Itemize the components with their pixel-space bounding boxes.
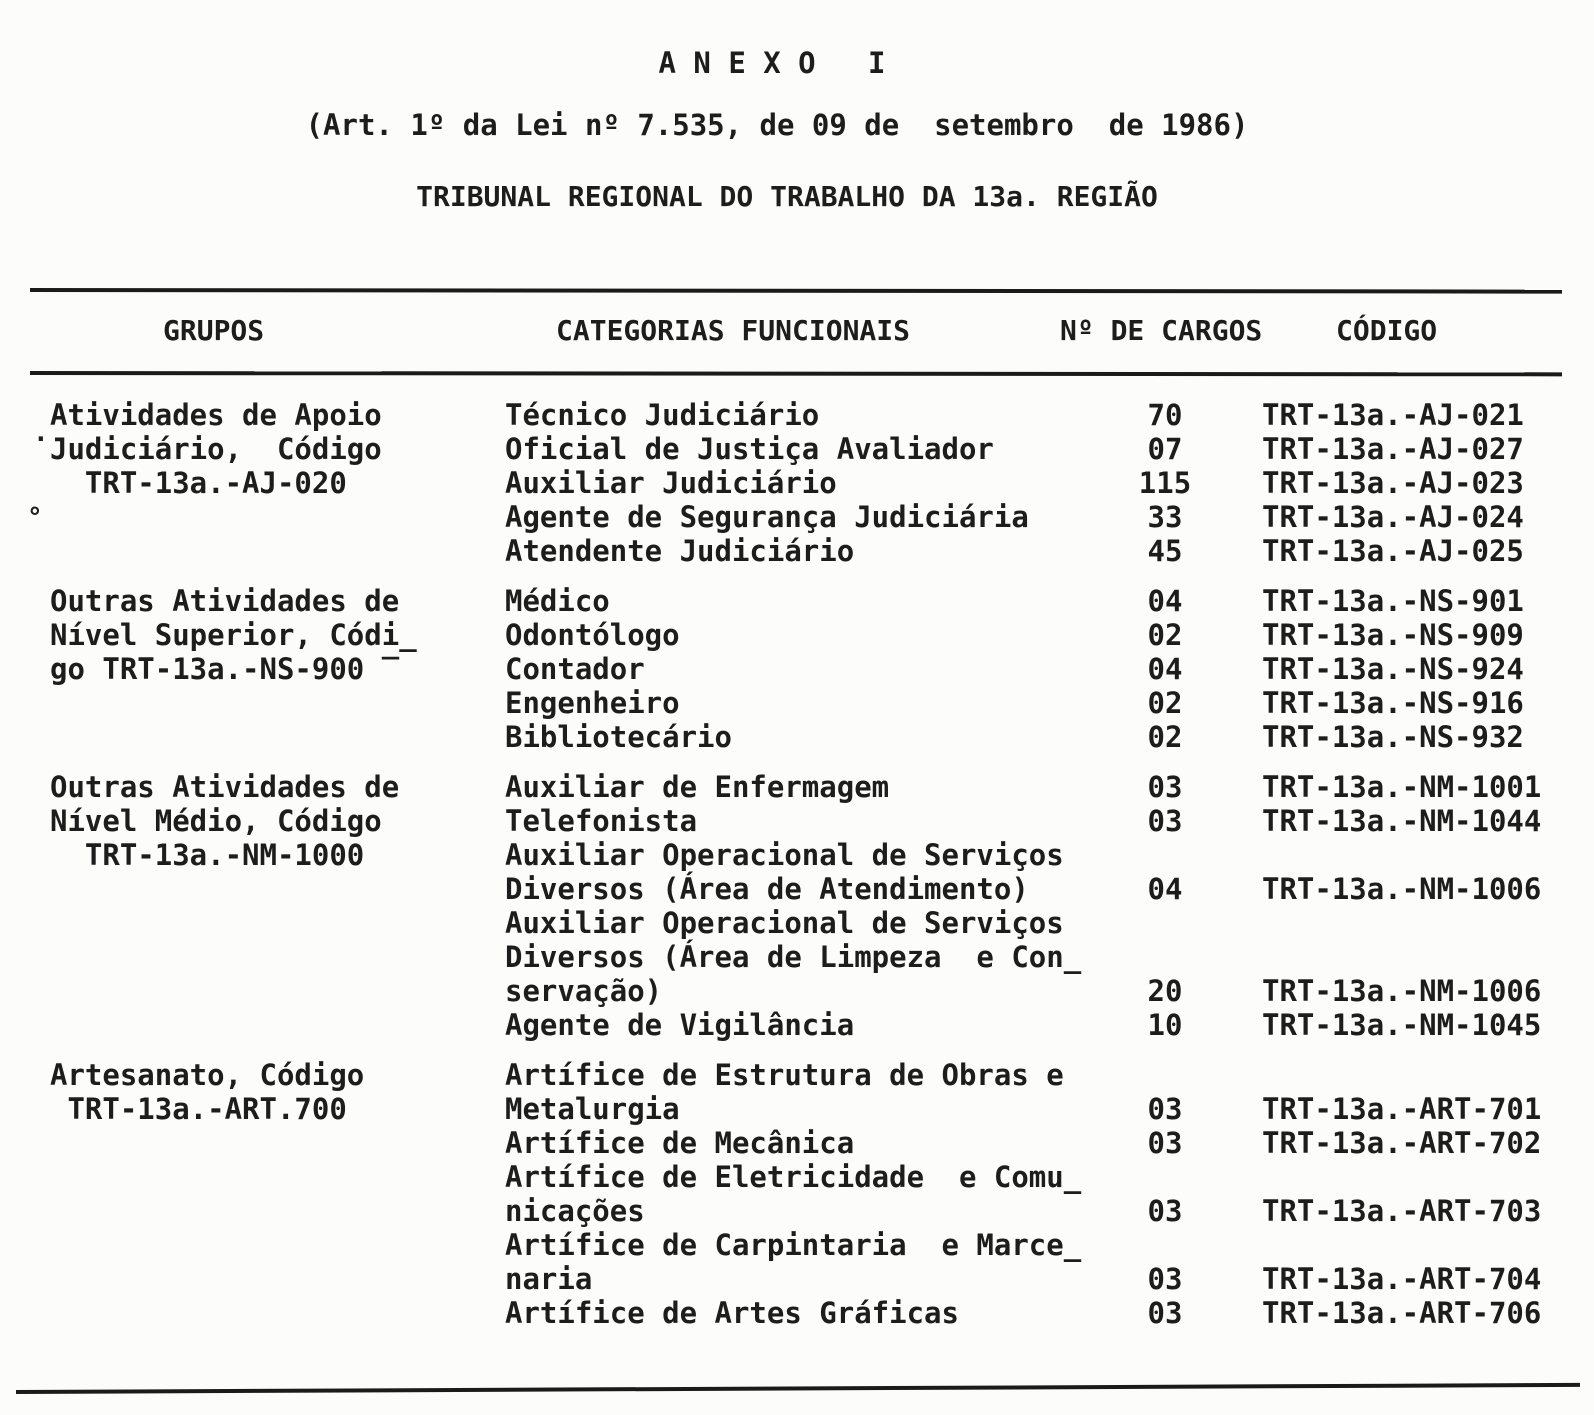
category-row bbox=[505, 770, 1594, 804]
category-name-line: Metalurgia bbox=[505, 1092, 680, 1126]
category-name-line: Artífice de Eletricidade e Comu̲ bbox=[505, 1160, 1082, 1194]
cargo-code: TRT-13a.-NM-1006 bbox=[1262, 872, 1542, 906]
group-rows bbox=[505, 770, 1594, 1042]
group-name-line: Outras Atividades de bbox=[50, 584, 400, 618]
column-header-grupos: GRUPOS bbox=[163, 314, 265, 347]
scan-artifact-mark: . bbox=[33, 418, 49, 448]
cargo-count: 03 bbox=[1147, 1194, 1183, 1228]
cargo-code: TRT-13a.-NM-1001 bbox=[1262, 770, 1542, 804]
cargo-code: TRT-13a.-NS-924 bbox=[1262, 652, 1524, 686]
table-group bbox=[50, 584, 1594, 754]
category-name-line: nicações bbox=[505, 1194, 645, 1228]
column-header-categorias-funcionais: CATEGORIAS FUNCIONAIS bbox=[556, 314, 911, 347]
group-name bbox=[50, 1058, 505, 1330]
cargo-count: 02 bbox=[1147, 686, 1183, 720]
category-name bbox=[505, 1160, 1115, 1228]
cargo-count: 04 bbox=[1147, 584, 1183, 618]
category-name-line: Auxiliar Operacional de Serviços bbox=[505, 906, 1064, 940]
group-name-line: go TRT-13a.-NS-900 ‾ bbox=[50, 652, 400, 686]
group-name-line: Nível Médio, Código bbox=[50, 804, 382, 838]
cargo-count: 70 bbox=[1147, 398, 1183, 432]
category-name bbox=[505, 906, 1115, 1008]
group-rows bbox=[505, 584, 1594, 754]
category-name-line: Artífice de Artes Gráficas bbox=[505, 1296, 959, 1330]
category-row bbox=[505, 500, 1594, 534]
category-name-line: Artífice de Mecânica bbox=[505, 1126, 855, 1160]
cargo-code: TRT-13a.-ART-706 bbox=[1262, 1296, 1542, 1330]
category-name bbox=[505, 534, 1115, 568]
document-title: A N E X O I bbox=[658, 46, 886, 80]
group-name-line: TRT-13a.-ART.700 bbox=[50, 1092, 347, 1126]
document-subtitle: (Art. 1º da Lei nº 7.535, de 09 de setembro de 1986) bbox=[305, 108, 1249, 142]
cargo-code: TRT-13a.-NS-932 bbox=[1262, 720, 1524, 754]
cargo-code: TRT-13a.-ART-701 bbox=[1262, 1092, 1542, 1126]
group-name-line: Judiciário, Código bbox=[50, 432, 382, 466]
category-name bbox=[505, 804, 1115, 838]
category-name bbox=[505, 618, 1115, 652]
group-name-line: Outras Atividades de bbox=[50, 770, 400, 804]
group-name bbox=[50, 770, 505, 1042]
group-rows bbox=[505, 1058, 1594, 1330]
cargo-code: TRT-13a.-AJ-023 bbox=[1262, 466, 1524, 500]
category-row bbox=[505, 1296, 1594, 1330]
cargo-count: 115 bbox=[1138, 466, 1192, 500]
cargo-count: 07 bbox=[1147, 432, 1183, 466]
cargo-count: 03 bbox=[1147, 1126, 1183, 1160]
table-group bbox=[50, 1058, 1594, 1330]
group-name-line: Artesanato, Código bbox=[50, 1058, 365, 1092]
cargo-count: 04 bbox=[1147, 652, 1183, 686]
group-name bbox=[50, 584, 505, 754]
category-row bbox=[505, 534, 1594, 568]
scan-artifact-mark: ° bbox=[27, 503, 43, 533]
category-name bbox=[505, 770, 1115, 804]
cargo-code: TRT-13a.-ART-703 bbox=[1262, 1194, 1542, 1228]
cargo-count: 02 bbox=[1147, 618, 1183, 652]
group-rows bbox=[505, 398, 1594, 568]
category-row bbox=[505, 466, 1594, 500]
category-name bbox=[505, 584, 1115, 618]
category-name bbox=[505, 1228, 1115, 1296]
category-name-line: Engenheiro bbox=[505, 686, 680, 720]
category-name-line: Artífice de Estrutura de Obras e bbox=[505, 1058, 1064, 1092]
category-name-line: servação) bbox=[505, 974, 663, 1008]
category-name-line: Auxiliar de Enfermagem bbox=[505, 770, 890, 804]
category-name-line: Médico bbox=[505, 584, 610, 618]
table-header-rule bbox=[30, 371, 1562, 376]
category-name bbox=[505, 1008, 1115, 1042]
cargo-count: 02 bbox=[1147, 720, 1183, 754]
category-name-line: Agente de Segurança Judiciária bbox=[505, 500, 1029, 534]
table-group bbox=[50, 398, 1594, 568]
group-name-line: Atividades de Apoio bbox=[50, 398, 382, 432]
cargo-count: 03 bbox=[1147, 804, 1183, 838]
category-name bbox=[505, 838, 1115, 906]
cargo-count: 04 bbox=[1147, 872, 1183, 906]
category-name-line: naria bbox=[505, 1262, 593, 1296]
category-row bbox=[505, 804, 1594, 838]
table-top-rule bbox=[30, 288, 1562, 294]
cargo-code: TRT-13a.-ART-702 bbox=[1262, 1126, 1542, 1160]
cargo-code: TRT-13a.-AJ-027 bbox=[1262, 432, 1524, 466]
table-group bbox=[50, 770, 1594, 1042]
category-name bbox=[505, 398, 1115, 432]
category-name bbox=[505, 466, 1115, 500]
table-body bbox=[50, 398, 1594, 1330]
category-row bbox=[505, 838, 1594, 906]
category-name-line: Diversos (Área de Limpeza e Con̲ bbox=[505, 940, 1082, 974]
category-row bbox=[505, 1126, 1594, 1160]
cargo-code: TRT-13a.-NM-1045 bbox=[1262, 1008, 1542, 1042]
cargo-code: TRT-13a.-NS-901 bbox=[1262, 584, 1524, 618]
category-name-line: Diversos (Área de Atendimento) bbox=[505, 872, 1029, 906]
group-name-line: Nível Superior, Códi̲ bbox=[50, 618, 417, 652]
category-row bbox=[505, 720, 1594, 754]
category-row bbox=[505, 584, 1594, 618]
category-name-line: Odontólogo bbox=[505, 618, 680, 652]
group-name-line: TRT-13a.-NM-1000 bbox=[50, 838, 365, 872]
category-row bbox=[505, 398, 1594, 432]
category-row bbox=[505, 1160, 1594, 1228]
category-row bbox=[505, 1008, 1594, 1042]
category-name-line: Atendente Judiciário bbox=[505, 534, 855, 568]
cargo-count: 03 bbox=[1147, 1092, 1183, 1126]
cargo-count: 45 bbox=[1147, 534, 1183, 568]
cargo-count: 03 bbox=[1147, 1296, 1183, 1330]
group-name-line: TRT-13a.-AJ-020 bbox=[50, 466, 347, 500]
category-row bbox=[505, 1228, 1594, 1296]
category-row bbox=[505, 1058, 1594, 1126]
cargo-count: 20 bbox=[1147, 974, 1183, 1008]
group-name bbox=[50, 398, 505, 568]
category-name bbox=[505, 1296, 1115, 1330]
category-name-line: Bibliotecário bbox=[505, 720, 732, 754]
cargo-count: 33 bbox=[1147, 500, 1183, 534]
category-name-line: Oficial de Justiça Avaliador bbox=[505, 432, 994, 466]
cargo-code: TRT-13a.-ART-704 bbox=[1262, 1262, 1542, 1296]
table-bottom-rule bbox=[16, 1383, 1580, 1394]
cargo-code: TRT-13a.-NS-916 bbox=[1262, 686, 1524, 720]
column-header-num-de-cargos: Nº DE CARGOS bbox=[1060, 314, 1263, 347]
category-name bbox=[505, 500, 1115, 534]
cargo-code: TRT-13a.-AJ-021 bbox=[1262, 398, 1524, 432]
category-name bbox=[505, 432, 1115, 466]
category-name bbox=[505, 686, 1115, 720]
category-name bbox=[505, 652, 1115, 686]
category-name-line: Contador bbox=[505, 652, 645, 686]
category-row bbox=[505, 618, 1594, 652]
cargo-code: TRT-13a.-NM-1006 bbox=[1262, 974, 1542, 1008]
category-name bbox=[505, 720, 1115, 754]
category-row bbox=[505, 906, 1594, 1008]
cargo-code: TRT-13a.-AJ-025 bbox=[1262, 534, 1524, 568]
category-name bbox=[505, 1058, 1115, 1126]
column-header-codigo: CÓDIGO bbox=[1336, 314, 1438, 347]
category-name-line: Auxiliar Judiciário bbox=[505, 466, 837, 500]
category-name-line: Telefonista bbox=[505, 804, 698, 838]
category-name-line: Técnico Judiciário bbox=[505, 398, 820, 432]
category-name-line: Agente de Vigilância bbox=[505, 1008, 855, 1042]
cargo-code: TRT-13a.-NS-909 bbox=[1262, 618, 1524, 652]
category-name bbox=[505, 1126, 1115, 1160]
category-row bbox=[505, 652, 1594, 686]
cargo-count: 10 bbox=[1147, 1008, 1183, 1042]
category-name-line: Artífice de Carpintaria e Marce̲ bbox=[505, 1228, 1082, 1262]
cargo-code: TRT-13a.-NM-1044 bbox=[1262, 804, 1542, 838]
institution-name: TRIBUNAL REGIONAL DO TRABALHO DA 13a. REGIÃO bbox=[416, 180, 1158, 213]
category-row bbox=[505, 686, 1594, 720]
cargo-count: 03 bbox=[1147, 770, 1183, 804]
category-row bbox=[505, 432, 1594, 466]
cargo-code: TRT-13a.-AJ-024 bbox=[1262, 500, 1524, 534]
category-name-line: Auxiliar Operacional de Serviços bbox=[505, 838, 1064, 872]
cargo-count: 03 bbox=[1147, 1262, 1183, 1296]
